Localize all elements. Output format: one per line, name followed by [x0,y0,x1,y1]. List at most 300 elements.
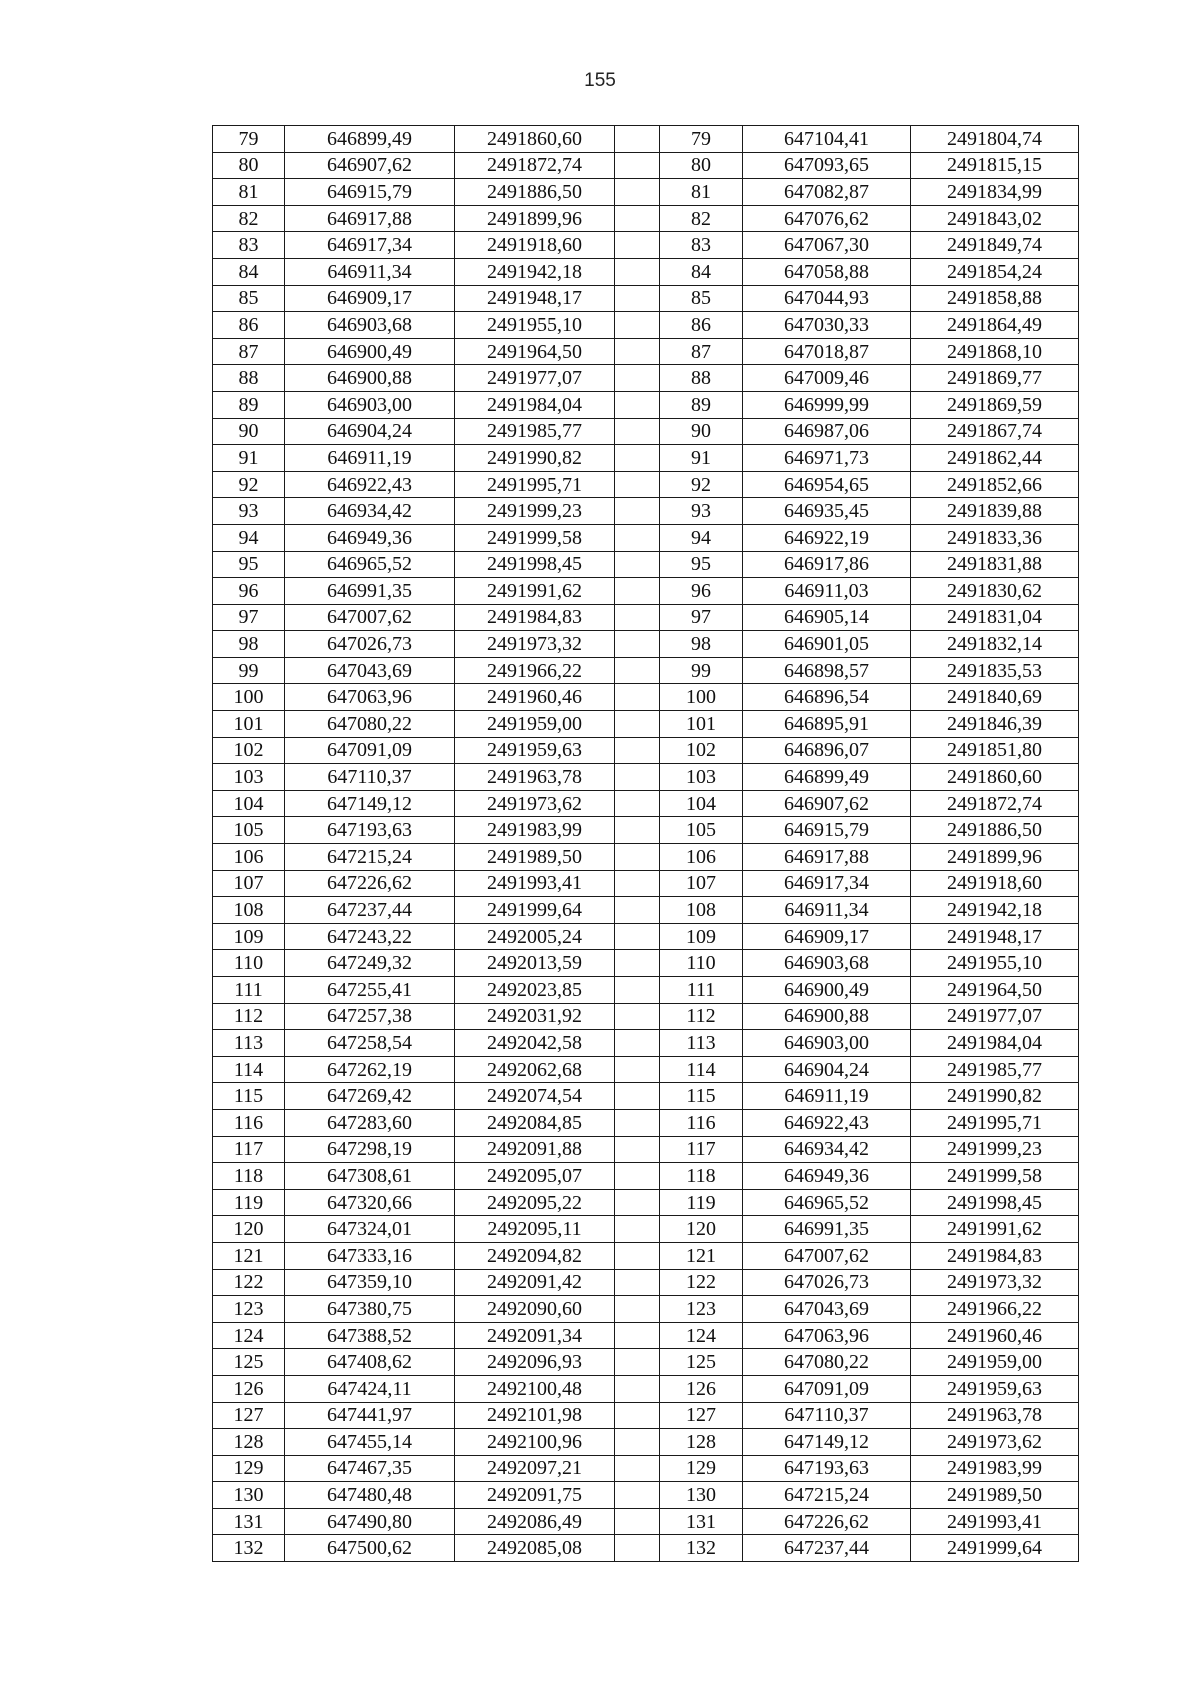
x-coordinate-cell: 646911,03 [743,578,911,605]
table-row [213,126,1079,153]
point-number-cell: 84 [660,258,743,285]
y-coordinate-cell: 2491995,71 [455,471,615,498]
y-coordinate-cell: 2491999,64 [455,897,615,924]
table-row [213,232,1079,259]
table-row [213,179,1079,206]
y-coordinate-cell: 2491835,53 [911,657,1079,684]
point-number-cell: 105 [213,817,285,844]
y-coordinate-cell: 2491963,78 [455,764,615,791]
y-coordinate-cell: 2491899,96 [455,205,615,232]
table-row [213,1056,1079,1083]
y-coordinate-cell: 2492101,98 [455,1402,615,1429]
x-coordinate-cell: 646903,68 [285,312,455,339]
x-coordinate-cell: 647283,60 [285,1109,455,1136]
table-row [213,152,1079,179]
y-coordinate-cell: 2491983,99 [911,1455,1079,1482]
x-coordinate-cell: 646965,52 [285,551,455,578]
x-coordinate-cell: 647215,24 [285,844,455,871]
x-coordinate-cell: 646965,52 [743,1189,911,1216]
point-number-cell: 121 [213,1242,285,1269]
x-coordinate-cell: 646895,91 [743,711,911,738]
y-coordinate-cell: 2491964,50 [911,977,1079,1004]
x-coordinate-cell: 646917,88 [285,205,455,232]
x-coordinate-cell: 647455,14 [285,1429,455,1456]
spacer-cell [615,471,660,498]
point-number-cell: 131 [213,1508,285,1535]
spacer-cell [615,790,660,817]
spacer-cell [615,152,660,179]
table-row [213,1109,1079,1136]
spacer-cell [615,711,660,738]
x-coordinate-cell: 647093,65 [743,152,911,179]
point-number-cell: 122 [660,1269,743,1296]
point-number-cell: 99 [660,657,743,684]
y-coordinate-cell: 2491984,04 [455,391,615,418]
point-number-cell: 112 [213,1003,285,1030]
point-number-cell: 111 [213,977,285,1004]
spacer-cell [615,205,660,232]
x-coordinate-cell: 646898,57 [743,657,911,684]
x-coordinate-cell: 647480,48 [285,1482,455,1509]
point-number-cell: 120 [213,1216,285,1243]
x-coordinate-cell: 647193,63 [285,817,455,844]
x-coordinate-cell: 647007,62 [285,604,455,631]
table-row [213,1349,1079,1376]
point-number-cell: 92 [660,471,743,498]
spacer-cell [615,312,660,339]
y-coordinate-cell: 2491999,64 [911,1535,1079,1562]
y-coordinate-cell: 2491999,58 [911,1163,1079,1190]
point-number-cell: 86 [660,312,743,339]
x-coordinate-cell: 647067,30 [743,232,911,259]
x-coordinate-cell: 646987,06 [743,418,911,445]
y-coordinate-cell: 2491998,45 [911,1189,1079,1216]
y-coordinate-cell: 2491872,74 [911,790,1079,817]
y-coordinate-cell: 2491860,60 [455,126,615,153]
x-coordinate-cell: 647104,41 [743,126,911,153]
x-coordinate-cell: 647044,93 [743,285,911,312]
point-number-cell: 122 [213,1269,285,1296]
table-row [213,365,1079,392]
x-coordinate-cell: 647408,62 [285,1349,455,1376]
spacer-cell [615,445,660,472]
x-coordinate-cell: 646900,49 [743,977,911,1004]
spacer-cell [615,1508,660,1535]
point-number-cell: 83 [213,232,285,259]
table-row [213,258,1079,285]
point-number-cell: 102 [213,737,285,764]
point-number-cell: 96 [660,578,743,605]
point-number-cell: 85 [660,285,743,312]
table-row [213,1189,1079,1216]
y-coordinate-cell: 2491985,77 [911,1056,1079,1083]
x-coordinate-cell: 646991,35 [743,1216,911,1243]
x-coordinate-cell: 647091,09 [285,737,455,764]
table-row [213,312,1079,339]
x-coordinate-cell: 647030,33 [743,312,911,339]
x-coordinate-cell: 646915,79 [743,817,911,844]
point-number-cell: 102 [660,737,743,764]
point-number-cell: 107 [660,870,743,897]
y-coordinate-cell: 2492095,22 [455,1189,615,1216]
table-row [213,737,1079,764]
table-row [213,817,1079,844]
point-number-cell: 82 [213,205,285,232]
point-number-cell: 82 [660,205,743,232]
y-coordinate-cell: 2491864,49 [911,312,1079,339]
y-coordinate-cell: 2491984,83 [911,1242,1079,1269]
point-number-cell: 129 [213,1455,285,1482]
y-coordinate-cell: 2492085,08 [455,1535,615,1562]
spacer-cell [615,817,660,844]
y-coordinate-cell: 2491960,46 [911,1322,1079,1349]
x-coordinate-cell: 647441,97 [285,1402,455,1429]
x-coordinate-cell: 647424,11 [285,1375,455,1402]
point-number-cell: 119 [213,1189,285,1216]
point-number-cell: 91 [660,445,743,472]
spacer-cell [615,604,660,631]
y-coordinate-cell: 2491963,78 [911,1402,1079,1429]
x-coordinate-cell: 646903,00 [743,1030,911,1057]
point-number-cell: 106 [213,844,285,871]
spacer-cell [615,126,660,153]
y-coordinate-cell: 2491886,50 [911,817,1079,844]
y-coordinate-cell: 2492094,82 [455,1242,615,1269]
x-coordinate-cell: 647063,96 [285,684,455,711]
point-number-cell: 125 [660,1349,743,1376]
point-number-cell: 95 [213,551,285,578]
table-row [213,657,1079,684]
point-number-cell: 131 [660,1508,743,1535]
x-coordinate-cell: 647269,42 [285,1083,455,1110]
spacer-cell [615,1269,660,1296]
point-number-cell: 117 [213,1136,285,1163]
point-number-cell: 79 [213,126,285,153]
x-coordinate-cell: 646903,00 [285,391,455,418]
y-coordinate-cell: 2492096,93 [455,1349,615,1376]
x-coordinate-cell: 647467,35 [285,1455,455,1482]
y-coordinate-cell: 2491993,41 [455,870,615,897]
y-coordinate-cell: 2491991,62 [455,578,615,605]
x-coordinate-cell: 647080,22 [285,711,455,738]
x-coordinate-cell: 646911,19 [743,1083,911,1110]
point-number-cell: 118 [213,1163,285,1190]
point-number-cell: 132 [660,1535,743,1562]
x-coordinate-cell: 646999,99 [743,391,911,418]
x-coordinate-cell: 646911,19 [285,445,455,472]
coordinates-table-body [213,126,1079,1562]
x-coordinate-cell: 646949,36 [285,524,455,551]
x-coordinate-cell: 646917,34 [285,232,455,259]
spacer-cell [615,631,660,658]
x-coordinate-cell: 647110,37 [285,764,455,791]
point-number-cell: 101 [660,711,743,738]
y-coordinate-cell: 2491990,82 [455,445,615,472]
table-row [213,1535,1079,1562]
point-number-cell: 108 [660,897,743,924]
y-coordinate-cell: 2491999,58 [455,524,615,551]
y-coordinate-cell: 2492091,75 [455,1482,615,1509]
y-coordinate-cell: 2491959,63 [911,1375,1079,1402]
x-coordinate-cell: 646900,88 [743,1003,911,1030]
point-number-cell: 117 [660,1136,743,1163]
table-row [213,1322,1079,1349]
y-coordinate-cell: 2491985,77 [455,418,615,445]
y-coordinate-cell: 2491942,18 [911,897,1079,924]
x-coordinate-cell: 647262,19 [285,1056,455,1083]
point-number-cell: 123 [213,1296,285,1323]
y-coordinate-cell: 2491993,41 [911,1508,1079,1535]
x-coordinate-cell: 647298,19 [285,1136,455,1163]
point-number-cell: 97 [213,604,285,631]
spacer-cell [615,923,660,950]
point-number-cell: 115 [213,1083,285,1110]
x-coordinate-cell: 647258,54 [285,1030,455,1057]
y-coordinate-cell: 2492095,11 [455,1216,615,1243]
x-coordinate-cell: 646907,62 [285,152,455,179]
point-number-cell: 116 [660,1109,743,1136]
y-coordinate-cell: 2491839,88 [911,498,1079,525]
y-coordinate-cell: 2492095,07 [455,1163,615,1190]
x-coordinate-cell: 647215,24 [743,1482,911,1509]
point-number-cell: 109 [213,923,285,950]
x-coordinate-cell: 647500,62 [285,1535,455,1562]
x-coordinate-cell: 646922,43 [285,471,455,498]
y-coordinate-cell: 2492074,54 [455,1083,615,1110]
point-number-cell: 104 [213,790,285,817]
y-coordinate-cell: 2491867,74 [911,418,1079,445]
y-coordinate-cell: 2491918,60 [455,232,615,259]
point-number-cell: 83 [660,232,743,259]
x-coordinate-cell: 646896,54 [743,684,911,711]
point-number-cell: 93 [213,498,285,525]
y-coordinate-cell: 2491840,69 [911,684,1079,711]
point-number-cell: 98 [213,631,285,658]
point-number-cell: 103 [213,764,285,791]
table-row [213,391,1079,418]
x-coordinate-cell: 647043,69 [743,1296,911,1323]
point-number-cell: 107 [213,870,285,897]
point-number-cell: 127 [660,1402,743,1429]
x-coordinate-cell: 646911,34 [285,258,455,285]
x-coordinate-cell: 647110,37 [743,1402,911,1429]
y-coordinate-cell: 2491899,96 [911,844,1079,871]
table-row [213,1402,1079,1429]
point-number-cell: 125 [213,1349,285,1376]
table-row [213,285,1079,312]
table-row [213,578,1079,605]
point-number-cell: 132 [213,1535,285,1562]
x-coordinate-cell: 646991,35 [285,578,455,605]
x-coordinate-cell: 647149,12 [285,790,455,817]
table-row [213,950,1079,977]
x-coordinate-cell: 646949,36 [743,1163,911,1190]
x-coordinate-cell: 647009,46 [743,365,911,392]
y-coordinate-cell: 2491989,50 [911,1482,1079,1509]
x-coordinate-cell: 646934,42 [743,1136,911,1163]
point-number-cell: 79 [660,126,743,153]
point-number-cell: 110 [660,950,743,977]
x-coordinate-cell: 647026,73 [743,1269,911,1296]
y-coordinate-cell: 2491860,60 [911,764,1079,791]
table-row [213,1242,1079,1269]
table-row [213,711,1079,738]
point-number-cell: 124 [660,1322,743,1349]
spacer-cell [615,551,660,578]
point-number-cell: 126 [660,1375,743,1402]
spacer-cell [615,870,660,897]
table-row [213,524,1079,551]
y-coordinate-cell: 2491983,99 [455,817,615,844]
point-number-cell: 98 [660,631,743,658]
y-coordinate-cell: 2491977,07 [455,365,615,392]
y-coordinate-cell: 2491973,32 [911,1269,1079,1296]
x-coordinate-cell: 646904,24 [743,1056,911,1083]
x-coordinate-cell: 647388,52 [285,1322,455,1349]
point-number-cell: 87 [213,338,285,365]
y-coordinate-cell: 2491973,32 [455,631,615,658]
point-number-cell: 88 [213,365,285,392]
table-row [213,1216,1079,1243]
point-number-cell: 113 [660,1030,743,1057]
point-number-cell: 86 [213,312,285,339]
y-coordinate-cell: 2491984,04 [911,1030,1079,1057]
y-coordinate-cell: 2491959,63 [455,737,615,764]
point-number-cell: 101 [213,711,285,738]
y-coordinate-cell: 2492084,85 [455,1109,615,1136]
spacer-cell [615,338,660,365]
point-number-cell: 99 [213,657,285,684]
spacer-cell [615,977,660,1004]
x-coordinate-cell: 646900,49 [285,338,455,365]
spacer-cell [615,764,660,791]
x-coordinate-cell: 647226,62 [285,870,455,897]
y-coordinate-cell: 2491973,62 [455,790,615,817]
y-coordinate-cell: 2491989,50 [455,844,615,871]
table-row [213,897,1079,924]
y-coordinate-cell: 2492091,34 [455,1322,615,1349]
y-coordinate-cell: 2491998,45 [455,551,615,578]
point-number-cell: 108 [213,897,285,924]
point-number-cell: 114 [660,1056,743,1083]
x-coordinate-cell: 647237,44 [743,1535,911,1562]
point-number-cell: 81 [213,179,285,206]
y-coordinate-cell: 2492023,85 [455,977,615,1004]
table-row [213,418,1079,445]
x-coordinate-cell: 647324,01 [285,1216,455,1243]
point-number-cell: 100 [213,684,285,711]
point-number-cell: 104 [660,790,743,817]
y-coordinate-cell: 2491964,50 [455,338,615,365]
spacer-cell [615,1455,660,1482]
point-number-cell: 88 [660,365,743,392]
y-coordinate-cell: 2491984,83 [455,604,615,631]
point-number-cell: 124 [213,1322,285,1349]
table-row [213,923,1079,950]
point-number-cell: 103 [660,764,743,791]
x-coordinate-cell: 646901,05 [743,631,911,658]
table-row [213,1030,1079,1057]
x-coordinate-cell: 647359,10 [285,1269,455,1296]
spacer-cell [615,1349,660,1376]
y-coordinate-cell: 2491918,60 [911,870,1079,897]
y-coordinate-cell: 2492091,42 [455,1269,615,1296]
spacer-cell [615,524,660,551]
point-number-cell: 123 [660,1296,743,1323]
table-row [213,844,1079,871]
spacer-cell [615,1189,660,1216]
table-row [213,604,1079,631]
y-coordinate-cell: 2491832,14 [911,631,1079,658]
y-coordinate-cell: 2491804,74 [911,126,1079,153]
point-number-cell: 91 [213,445,285,472]
point-number-cell: 80 [660,152,743,179]
point-number-cell: 89 [213,391,285,418]
spacer-cell [615,232,660,259]
y-coordinate-cell: 2492097,21 [455,1455,615,1482]
x-coordinate-cell: 646935,45 [743,498,911,525]
table-row [213,684,1079,711]
point-number-cell: 128 [213,1429,285,1456]
table-row [213,790,1079,817]
spacer-cell [615,391,660,418]
point-number-cell: 90 [213,418,285,445]
point-number-cell: 92 [213,471,285,498]
point-number-cell: 94 [213,524,285,551]
spacer-cell [615,1083,660,1110]
x-coordinate-cell: 646900,88 [285,365,455,392]
table-row [213,1136,1079,1163]
x-coordinate-cell: 646917,88 [743,844,911,871]
spacer-cell [615,684,660,711]
x-coordinate-cell: 646896,07 [743,737,911,764]
y-coordinate-cell: 2492086,49 [455,1508,615,1535]
x-coordinate-cell: 647043,69 [285,657,455,684]
x-coordinate-cell: 647007,62 [743,1242,911,1269]
table-row [213,764,1079,791]
y-coordinate-cell: 2491854,24 [911,258,1079,285]
x-coordinate-cell: 646899,49 [285,126,455,153]
y-coordinate-cell: 2491991,62 [911,1216,1079,1243]
y-coordinate-cell: 2491955,10 [911,950,1079,977]
x-coordinate-cell: 647243,22 [285,923,455,950]
x-coordinate-cell: 647076,62 [743,205,911,232]
spacer-cell [615,365,660,392]
x-coordinate-cell: 647080,22 [743,1349,911,1376]
point-number-cell: 127 [213,1402,285,1429]
table-row [213,1163,1079,1190]
y-coordinate-cell: 2492100,96 [455,1429,615,1456]
spacer-cell [615,1136,660,1163]
coordinates-table [212,125,1079,1562]
y-coordinate-cell: 2492005,24 [455,923,615,950]
y-coordinate-cell: 2491948,17 [911,923,1079,950]
spacer-cell [615,1375,660,1402]
y-coordinate-cell: 2491995,71 [911,1109,1079,1136]
page-number: 155 [584,70,616,91]
x-coordinate-cell: 647257,38 [285,1003,455,1030]
point-number-cell: 81 [660,179,743,206]
spacer-cell [615,1429,660,1456]
x-coordinate-cell: 647018,87 [743,338,911,365]
spacer-cell [615,418,660,445]
point-number-cell: 100 [660,684,743,711]
spacer-cell [615,498,660,525]
point-number-cell: 128 [660,1429,743,1456]
y-coordinate-cell: 2491886,50 [455,179,615,206]
y-coordinate-cell: 2491830,62 [911,578,1079,605]
table-row [213,977,1079,1004]
